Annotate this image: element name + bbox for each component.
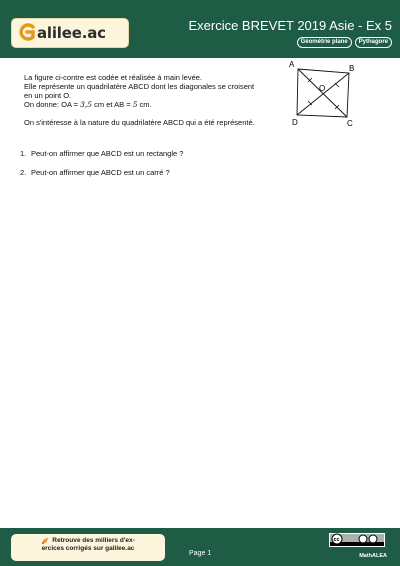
diagonal-ac: [298, 69, 347, 117]
statement-line: en un point O.: [24, 91, 72, 100]
header-bar: [0, 0, 400, 58]
exercise-statement: [24, 73, 284, 127]
oa-value: 3,5: [80, 100, 93, 109]
quadrilateral-figure: [286, 58, 358, 130]
statement-line: La figure ci-contre est codée et réalisée à main levée.: [24, 73, 203, 82]
given-values-line: [24, 100, 284, 109]
mathalea-brand: MathALEA: [359, 553, 387, 559]
question-text: Peut-on affirmer que ABCD est un carré ?: [31, 168, 170, 177]
question-item: [20, 168, 183, 177]
galilee-logo[interactable]: [11, 18, 129, 48]
cc-by-sa-license-icon[interactable]: [329, 533, 385, 547]
promo-text-1: Retrouve des milliers d'ex-: [52, 537, 135, 544]
label-d: D: [292, 118, 298, 127]
galilee-g-logo-icon: [18, 22, 36, 42]
page-number: Page 1: [189, 550, 212, 557]
label-b: B: [349, 64, 355, 73]
question-text: Peut-on affirmer que ABCD est un rectangle ?: [31, 149, 184, 158]
question-list: [20, 149, 183, 187]
statement-line: Elle représente un quadrilatère ABCD dont les diagonales se croisent: [24, 82, 255, 91]
given-prefix: On donne: OA =: [24, 100, 81, 109]
question-number: 1.: [20, 149, 27, 158]
label-c: C: [347, 119, 353, 128]
tag-list: [297, 37, 392, 48]
diagonal-bd: [297, 73, 349, 115]
question-number: 2.: [20, 168, 27, 177]
tag-pythagore[interactable]: Pythagore: [355, 37, 392, 48]
svg-text:cc: cc: [333, 537, 340, 543]
exercise-title: Exercice BREVET 2019 Asie - Ex 5: [188, 18, 392, 33]
label-o: O: [319, 84, 326, 93]
promo-box[interactable]: [11, 534, 165, 561]
ab-value: 5: [132, 100, 138, 109]
question-item: [20, 149, 183, 158]
given-suffix: cm.: [137, 100, 152, 109]
promo-line: [17, 537, 159, 545]
promo-text-2: ercices corrigés sur galilee.ac: [41, 545, 135, 552]
statement-line: On s'intéresse à la nature du quadrilatère ABCD qui a été représenté.: [24, 118, 255, 127]
rocket-icon: [41, 537, 49, 545]
logo-text: alilee.ac: [37, 24, 106, 42]
given-mid: cm et AB =: [92, 100, 133, 109]
tag-geometrie-plane[interactable]: Géométrie plane: [297, 37, 352, 48]
label-a: A: [289, 60, 295, 69]
footer-bar: [0, 528, 400, 566]
